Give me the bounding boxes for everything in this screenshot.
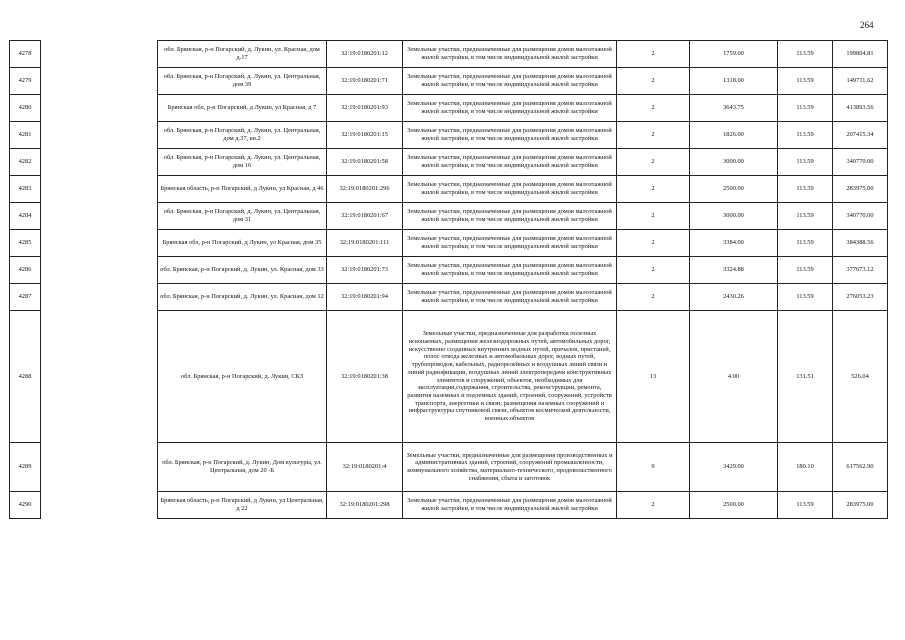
area-cell: 3324.88 [690, 257, 778, 284]
empty-cell [41, 230, 158, 257]
cadastral-value-cell: 617562.90 [833, 443, 888, 492]
row-number: 4290 [10, 492, 41, 519]
table-row [10, 149, 888, 176]
address-cell: обл. Брянская, р-н Погарский, д. Лукин, ул. Красная, дом 12 [158, 284, 327, 311]
rate-cell: 113.59 [778, 257, 833, 284]
empty-cell [41, 41, 158, 68]
row-number: 4284 [10, 203, 41, 230]
address-cell: Брянская область, р-н Погарский, д Лукин, ул Центральная, д 22 [158, 492, 327, 519]
category-group-cell: 2 [617, 149, 690, 176]
address-cell: Брянская область, р-н Погарский, д Лукин, ул Красная, д 46 [158, 176, 327, 203]
table-body [10, 41, 888, 519]
table-row [10, 230, 888, 257]
address-cell: обл. Брянская, р-н Погарский, д. Лукин, ул. Центральная, дом 31 [158, 203, 327, 230]
cadastral-value-cell: 377673.12 [833, 257, 888, 284]
category-group-cell: 2 [617, 492, 690, 519]
row-number: 4289 [10, 443, 41, 492]
land-use-description-cell: Земельные участки, предназначенные для размещения домов малоэтажной жилой застройки, в том числе индивидуальной жилой застройки [403, 41, 617, 68]
cadastral-value-cell: 413893.56 [833, 95, 888, 122]
cadastral-value-cell: 283975.00 [833, 492, 888, 519]
area-cell: 3000.00 [690, 149, 778, 176]
page-number: 264 [860, 20, 874, 30]
cadastral-value-cell: 149711.62 [833, 68, 888, 95]
address-cell: обл. Брянская, р-н Погарский, д. Лукин, ул. Красная, дом 33 [158, 257, 327, 284]
cadastral-value-cell: 283975.00 [833, 176, 888, 203]
empty-cell [41, 68, 158, 95]
empty-cell [41, 95, 158, 122]
land-use-description-cell: Земельные участки, предназначенные для размещения домов малоэтажной жилой застройки, в том числе индивидуальной жилой застройки [403, 68, 617, 95]
land-registry-table [9, 40, 888, 519]
area-cell: 3429.00 [690, 443, 778, 492]
row-number: 4282 [10, 149, 41, 176]
cadastral-number-cell: 32:19:0180201:94 [327, 284, 403, 311]
rate-cell: 113.59 [778, 284, 833, 311]
table-row [10, 443, 888, 492]
empty-cell [41, 203, 158, 230]
address-cell: обл. Брянская, р-н Погарский, д. Лукин, СКЗ [158, 311, 327, 443]
land-use-description-cell: Земельные участки, предназначенные для размещения домов малоэтажной жилой застройки, в том числе индивидуальной жилой застройки [403, 149, 617, 176]
area-cell: 3384.00 [690, 230, 778, 257]
cadastral-number-cell: 32:19:0180201:93 [327, 95, 403, 122]
land-use-description-cell: Земельные участки, предназначенные для размещения домов малоэтажной жилой застройки, в том числе индивидуальной жилой застройки [403, 257, 617, 284]
cadastral-value-cell: 340770.00 [833, 203, 888, 230]
land-use-description-cell: Земельные участки, предназначенные для размещения домов малоэтажной жилой застройки, в том числе индивидуальной жилой застройки [403, 95, 617, 122]
rate-cell: 113.59 [778, 492, 833, 519]
cadastral-number-cell: 32:19:0180201:38 [327, 311, 403, 443]
category-group-cell: 2 [617, 122, 690, 149]
empty-cell [41, 122, 158, 149]
area-cell: 3000.00 [690, 203, 778, 230]
category-group-cell: 2 [617, 176, 690, 203]
cadastral-value-cell: 199804.81 [833, 41, 888, 68]
address-cell: Брянская обл, р-н Погарский, д Лукин, ул Красная, дом 35 [158, 230, 327, 257]
address-cell: обл. Брянская, р-н Погарский, д. Лукин, ул. Центральная, дом 16 [158, 149, 327, 176]
address-cell: обл. Брянская, р-н Погарский, д. Лукин, ул. Центральная, дом д.37, кв.2 [158, 122, 327, 149]
area-cell: 2500.00 [690, 176, 778, 203]
rate-cell: 113.59 [778, 149, 833, 176]
row-number: 4281 [10, 122, 41, 149]
address-cell: обл. Брянская, р-н Погарский, д. Лукин, ул. Центральная, дом 39 [158, 68, 327, 95]
category-group-cell: 2 [617, 41, 690, 68]
table-row [10, 95, 888, 122]
table-row [10, 176, 888, 203]
empty-cell [41, 257, 158, 284]
area-cell: 1759.00 [690, 41, 778, 68]
cadastral-value-cell: 340770.00 [833, 149, 888, 176]
cadastral-number-cell: 32:19:0180201:111 [327, 230, 403, 257]
category-group-cell: 2 [617, 95, 690, 122]
empty-cell [41, 176, 158, 203]
address-cell: обл. Брянская, р-н Погарский, д. Лукин, Дом культуры, ул. Центральная, дом 20 -Б [158, 443, 327, 492]
empty-cell [41, 284, 158, 311]
cadastral-number-cell: 32:19:0180201:298 [327, 492, 403, 519]
cadastral-value-cell: 384388.56 [833, 230, 888, 257]
cadastral-number-cell: 32:19:0180201:4 [327, 443, 403, 492]
land-use-description-cell: Земельные участки, предназначенные для размещения производственных и административных зданий, строений, сооружений промышленности, коммунального хозяйства, материально-технического, продовольственного снабжения, сбыта и заготовок [403, 443, 617, 492]
rate-cell: 113.59 [778, 230, 833, 257]
row-number: 4279 [10, 68, 41, 95]
area-cell: 3643.75 [690, 95, 778, 122]
land-use-description-cell: Земельные участки, предназначенные для размещения домов малоэтажной жилой застройки, в том числе индивидуальной жилой застройки [403, 203, 617, 230]
rate-cell: 180.10 [778, 443, 833, 492]
rate-cell: 113.59 [778, 41, 833, 68]
area-cell: 4.00 [690, 311, 778, 443]
cadastral-value-cell: 526.04 [833, 311, 888, 443]
row-number: 4287 [10, 284, 41, 311]
row-number: 4286 [10, 257, 41, 284]
land-use-description-cell: Земельные участки, предназначенные для размещения домов малоэтажной жилой застройки, в том числе индивидуальной жилой застройки [403, 492, 617, 519]
table-row [10, 122, 888, 149]
rate-cell: 113.59 [778, 203, 833, 230]
category-group-cell: 9 [617, 443, 690, 492]
land-use-description-cell: Земельные участки, предназначенные для разработки полезных ископаемых, размещения железнодорожных путей, автомобильных дорог, искусственно созданных внутренних водных путей, причалов, пристаней, полос отвода железных и автомобильных дорог, водных путей, трубопроводов, кабельных, радиорелейных и воздушных линий связи и линий радиофикации, воздушных линий электропередачи конструктивных элементов и сооружений, объектов, необходимых для эксплуатации,содержания, строительства, реконструкции, ремонта, развития наземных и подземных зданий, строений, сооружений, устройств транспорта, энергетики и связи; размещения наземных сооружений и инфраструктуры спутниковой связи, объектов космической деятельности, военных объектов [403, 311, 617, 443]
row-number: 4283 [10, 176, 41, 203]
table-row [10, 68, 888, 95]
empty-cell [41, 311, 158, 443]
row-number: 4280 [10, 95, 41, 122]
cadastral-number-cell: 32:19:0180201:71 [327, 68, 403, 95]
land-use-description-cell: Земельные участки, предназначенные для размещения домов малоэтажной жилой застройки, в том числе индивидуальной жилой застройки [403, 122, 617, 149]
table-row [10, 311, 888, 443]
cadastral-value-cell: 276053.23 [833, 284, 888, 311]
cadastral-number-cell: 32:19:0180201:296 [327, 176, 403, 203]
cadastral-value-cell: 207415.34 [833, 122, 888, 149]
land-use-description-cell: Земельные участки, предназначенные для размещения домов малоэтажной жилой застройки, в том числе индивидуальной жилой застройки [403, 176, 617, 203]
land-use-description-cell: Земельные участки, предназначенные для размещения домов малоэтажной жилой застройки, в том числе индивидуальной жилой застройки [403, 284, 617, 311]
category-group-cell: 2 [617, 284, 690, 311]
cadastral-number-cell: 32:19:0180201:58 [327, 149, 403, 176]
row-number: 4288 [10, 311, 41, 443]
table-row [10, 492, 888, 519]
rate-cell: 113.59 [778, 95, 833, 122]
table-row [10, 41, 888, 68]
cadastral-number-cell: 32:19:0180201:67 [327, 203, 403, 230]
table-row [10, 257, 888, 284]
rate-cell: 113.59 [778, 122, 833, 149]
address-cell: обл. Брянская, р-н Погарский, д. Лукин, ул. Красная, дом д.17 [158, 41, 327, 68]
cadastral-number-cell: 32:19:0180201:12 [327, 41, 403, 68]
address-cell: Брянская обл, р-н Погарский, д Лукин, ул Красная, д 7 [158, 95, 327, 122]
cadastral-number-cell: 32:19:0180201:15 [327, 122, 403, 149]
table-row [10, 284, 888, 311]
area-cell: 2430.26 [690, 284, 778, 311]
category-group-cell: 13 [617, 311, 690, 443]
category-group-cell: 2 [617, 203, 690, 230]
row-number: 4285 [10, 230, 41, 257]
category-group-cell: 2 [617, 257, 690, 284]
category-group-cell: 2 [617, 230, 690, 257]
area-cell: 1826.00 [690, 122, 778, 149]
area-cell: 2500.00 [690, 492, 778, 519]
cadastral-number-cell: 32:19:0180201:73 [327, 257, 403, 284]
rate-cell: 131.51 [778, 311, 833, 443]
empty-cell [41, 492, 158, 519]
rate-cell: 113.59 [778, 176, 833, 203]
area-cell: 1318.00 [690, 68, 778, 95]
category-group-cell: 2 [617, 68, 690, 95]
row-number: 4278 [10, 41, 41, 68]
table-row [10, 203, 888, 230]
empty-cell [41, 443, 158, 492]
empty-cell [41, 149, 158, 176]
rate-cell: 113.59 [778, 68, 833, 95]
land-use-description-cell: Земельные участки, предназначенные для размещения домов малоэтажной жилой застройки, в том числе индивидуальной жилой застройки [403, 230, 617, 257]
